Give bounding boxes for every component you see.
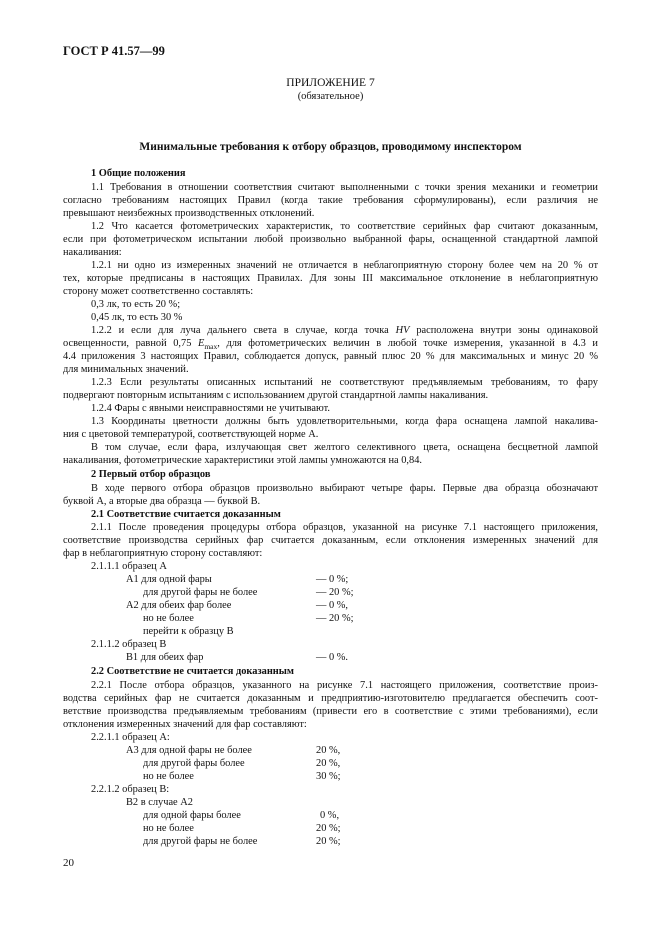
text-line: 0,3 лк, то есть 20 %; <box>91 299 181 310</box>
text-line: 2.1.1.1 образец А <box>91 561 167 572</box>
text-line: А1 для одной фары <box>126 574 212 585</box>
text-line: соответствие производства серийных фар считается доказанным, если отклонения измеренных значений для <box>63 535 598 546</box>
text-line: 1.3 Координаты цветности должны быть удовлетворительными, когда фара оснащена лампой накалива- <box>91 416 598 427</box>
document-header: ГОСТ Р 41.57—99 <box>63 44 165 58</box>
text-line: В2 в случае А2 <box>126 797 193 808</box>
value: 20 %, <box>316 758 341 769</box>
text-line: 1.2.2 и если для луча дальнего света в случае, когда точка HV расположена внутри зоны одинаковой <box>91 325 598 336</box>
value: — 20 %; <box>316 587 354 598</box>
text-line: 2.2.1.1 образец А: <box>91 732 170 743</box>
text-line: но не более <box>143 771 194 782</box>
text-line: для другой фары не более <box>143 587 258 598</box>
text-line: но не более <box>143 823 194 834</box>
text-line: накаливания: <box>63 247 122 258</box>
section-heading: 2 Первый отбор образцов <box>91 469 211 480</box>
text-line: сторону может соответственно составлять: <box>63 286 254 297</box>
text-line: 1.2.3 Если результаты описанных испытаний не соответствуют предъявляемым требованиям, то фару <box>91 377 598 388</box>
text-line: 2.1.1 После проведения процедуры отбора образцов, указанной на рисунке 7.1 настоящего приложения, <box>91 522 598 533</box>
text-line: 2.1.1.2 образец В <box>91 639 167 650</box>
text-line: фар в неблагоприятную сторону составляют: <box>63 548 263 559</box>
value: 20 %; <box>316 823 341 834</box>
text-line: 1.2 Что касается фотометрических характеристик, то соответствие серийных фар считают доказанным, <box>91 221 598 232</box>
page-number: 20 <box>63 857 74 869</box>
text-line: 0,45 лк, то есть 30 % <box>91 312 183 323</box>
text-line: В1 для обеих фар <box>126 652 204 663</box>
text-line: буквой А, а вторые два образца — буквой В. <box>63 496 261 507</box>
text-line: В ходе первого отбора образцов произвольно выбирают четыре фары. Первые два образца обозначают <box>91 483 598 494</box>
text-line: для другой фары не более <box>143 836 258 847</box>
appendix-title: ПРИЛОЖЕНИЕ 7 <box>286 77 375 89</box>
text-line: для минимальных значений. <box>63 364 189 375</box>
text-line: освещенности, равной 0,75 $E_{max}$, для фотометрических величин в любой точке измерения, указанной в 4.3 и <box>63 338 598 350</box>
subsection-heading: 2.1 Соответствие считается доказанным <box>91 509 281 520</box>
text-line: превышают неизбежных производственных отклонений. <box>63 208 315 219</box>
text-line: для одной фары более <box>143 810 241 821</box>
text-line: ния с цветовой температурой, соответствующей норме А. <box>63 429 319 440</box>
text-line: перейти к образцу В <box>143 626 234 637</box>
value: 30 %; <box>316 771 341 782</box>
value: 20 %; <box>316 836 341 847</box>
subsection-heading: 2.2 Соответствие не считается доказанным <box>91 666 294 677</box>
text-line: 2.2.1 После отбора образцов, указанного на рисунке 7.1 настоящего приложения, соответствие произ- <box>91 680 598 691</box>
text-line: А3 для одной фары не более <box>126 745 252 756</box>
text-line: отклонения измеренных значений для фар составляют: <box>63 719 307 730</box>
text-line: 1.1 Требования в отношении соответствия считают выполненными с точки зрения механики и геометрии <box>91 182 598 193</box>
text-line: 1.2.4 Фары с явными неисправностями не учитывают. <box>91 403 330 414</box>
text-line: тех, которые предписаны в настоящих Правилах. Для зоны III максимальное отклонение в неблагоприятную <box>63 273 598 284</box>
text-line: но не более <box>143 613 194 624</box>
text-line: В том случае, если фара, излучающая свет желтого селективного цвета, оснащена бесцветной лампой <box>91 442 598 453</box>
text-line: подвергают повторным испытаниям с использованием другой стандартной лампы накаливания. <box>63 390 489 401</box>
text-line: согласно требованиям настоящих Правил (когда такие требования сформулированы), если различия не <box>63 195 598 206</box>
text-line: ветствие производства предъявляемым требованиям (привести его в соответствие с этими требованиями), если <box>63 706 598 717</box>
appendix-status: (обязательное) <box>297 91 364 102</box>
text-line: накаливания, фотометрические характеристики этой лампы умножаются на 0,84. <box>63 455 423 466</box>
value: — 20 %; <box>316 613 354 624</box>
text-line: для другой фары более <box>143 758 245 769</box>
section-heading: 1 Общие положения <box>91 168 186 179</box>
text-line: 2.2.1.2 образец В: <box>91 784 170 795</box>
document-title: Минимальные требования к отбору образцов, проводимому инспектором <box>139 141 522 153</box>
value: 20 %, <box>316 745 341 756</box>
text-line: А2 для обеих фар более <box>126 600 232 611</box>
value: — 0 %. <box>316 652 349 663</box>
value: — 0 %, <box>316 600 349 611</box>
value: — 0 %; <box>316 574 349 585</box>
text-line: 1.2.1 ни одно из измеренных значений не отличается в неблагоприятную сторону более чем на 20 % от <box>91 260 598 271</box>
value: 0 %, <box>320 810 340 821</box>
text-line: если при фотометрическом испытании любой произвольно выбранной фары, оснащенной стандартной лампой <box>63 234 598 245</box>
text-line: 4.4 приложения 3 настоящих Правил, соблюдается допуск, равный плюс 20 % для максимальных и минус 20 % <box>63 351 598 362</box>
text-line: водства серийных фар не считается доказанным и предприятию-изготовителю предлагается обеспечить соот- <box>63 693 598 704</box>
